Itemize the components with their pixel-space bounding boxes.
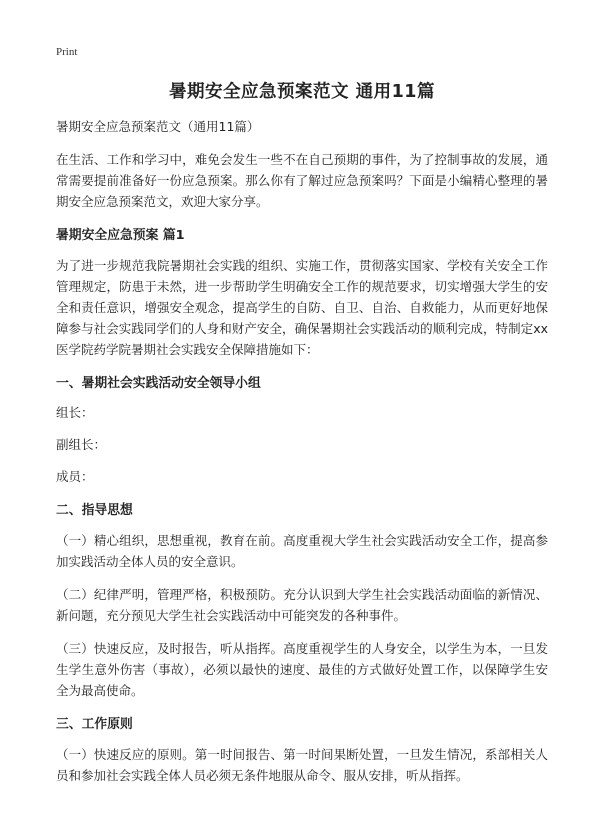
section-heading-guiding-thought: 二、指导思想 bbox=[56, 503, 133, 518]
document-subtitle: 暑期安全应急预案范文（通用11篇） bbox=[56, 119, 260, 134]
page-title: 暑期安全应急预案范文 通用11篇 bbox=[169, 82, 435, 102]
intro-paragraph: 在生活、工作和学习中，难免会发生一些不在自己预期的事件，为了控制事故的发展，通常需要提前准备好一份应急预案。那么你有了解过应急预案吗？下面是小编精心整理的暑期安全应急预案范文，欢迎大家分享。 bbox=[56, 152, 548, 209]
guiding-paragraph-3: （三）快速反应，及时报告，听从指挥。高度重视学生的人身安全，以学生为本，一旦发生学生意外伤害（事故），必须以最快的速度、最佳的方式做好处置工作，以保障学生安全为最高使命。 bbox=[56, 641, 548, 698]
field-members: 成员： bbox=[56, 469, 94, 484]
section-heading-leadership: 一、暑期社会实践活动安全领导小组 bbox=[56, 376, 261, 391]
field-leader: 组长： bbox=[56, 405, 94, 420]
guiding-paragraph-1: （一）精心组织，思想重视，教育在前。高度重视大学生社会实践活动安全工作，提高参加实践活动全体人员的安全意识。 bbox=[56, 533, 548, 569]
principles-paragraph-1: （一）快速反应的原则。第一时间报告、第一时间果断处置，一旦发生情况，系部相关人员和参加社会实践全体人员必须无条件地服从命令、服从安排，听从指挥。 bbox=[56, 747, 548, 783]
field-deputy-leader: 副组长： bbox=[56, 437, 107, 452]
part-heading: 暑期安全应急预案 篇1 bbox=[56, 228, 185, 243]
guiding-paragraph-2: （二）纪律严明，管理严格，积极预防。充分认识到大学生社会实践活动面临的新情况、新问题，充分预见大学生社会实践活动中可能突发的各种事件。 bbox=[56, 587, 548, 623]
part-intro-paragraph: 为了进一步规范我院暑期社会实践的组织、实施工作，贯彻落实国家、学校有关安全工作管理规定，防患于未然，进一步帮助学生明确安全工作的规范要求，切实增强大学生的安全和责任意识，增强安全观念，提高学生的自防、自卫、自治、自救能力，从而更好地保障参与社会实践同学们的人身和财产安全，确保暑期社会实践活动的顺利完成，特制定xx医学院药学院暑期社会实践安全保障措施如下： bbox=[56, 258, 548, 357]
section-heading-principles: 三、工作原则 bbox=[56, 717, 133, 732]
document-page bbox=[56, 72, 548, 798]
print-link[interactable]: Print bbox=[56, 46, 78, 58]
